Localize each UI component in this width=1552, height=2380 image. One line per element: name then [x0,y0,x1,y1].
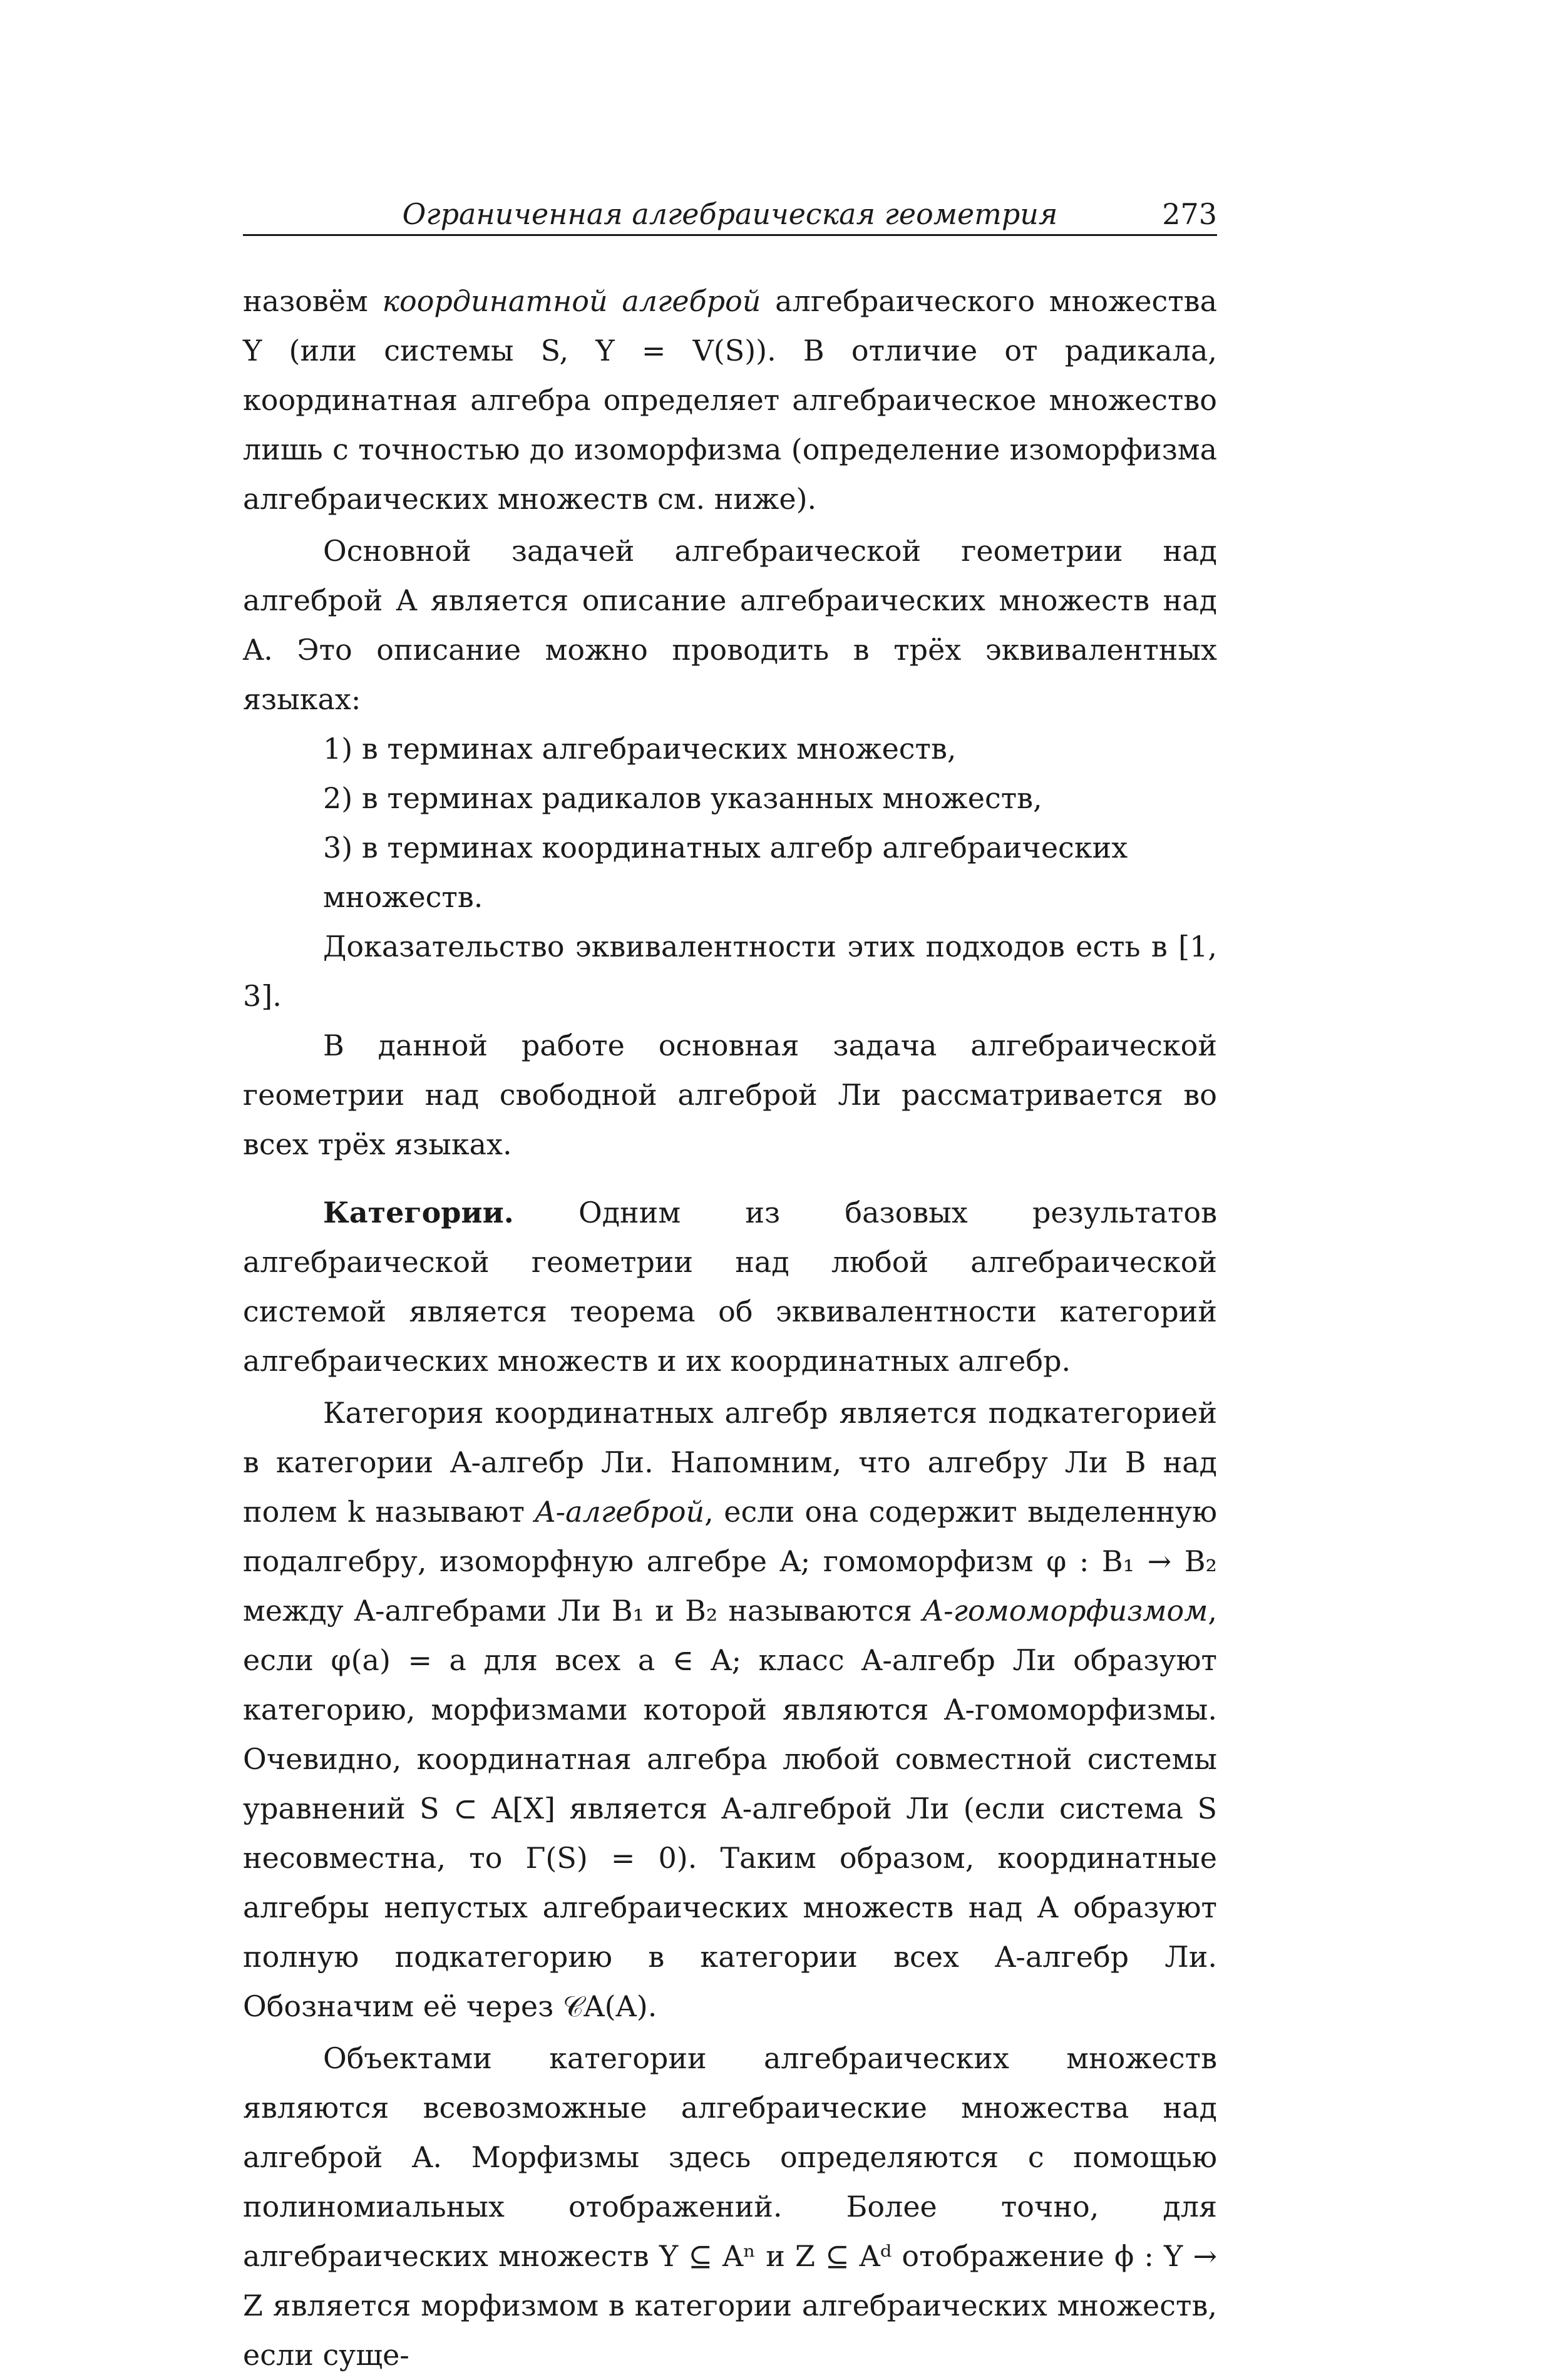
paragraph-a-algebras [243,1388,1217,2031]
p6-s3: , если φ(a) = a для всех a ∈ A; класс A-алгебр Ли образуют категорию, морфизмами которой являются A-гомоморфизмы. Очевидно, координатная алгебра любой совместной системы уравнений S ⊂ A[X] является A-алгеброй Ли (если система S несовместна, то Γ(S) = 0). Таким образом, координатные алгебры непустых алгебраических множеств над A образуют полную подкатегорию в категории всех A-алгебр Ли. Обозначим её через 𝒞A(A). [243,1594,1217,2023]
paragraph-main-problem: Основной задачей алгебраической геометрии над алгеброй A является описание алгебраических множеств над A. Это описание можно проводить в трёх эквивалентных языках: [243,534,1217,716]
term-a-homomorphism: A-гомоморфизмом [922,1594,1208,1628]
paragraph-categories [243,1188,1217,1386]
term-a-algebra: A-алгеброй [535,1495,705,1529]
p6-s2: , если она содержит выделенную подалгебру, изоморфную алгебре A; гомоморфизм φ : B₁ → B₂ между A-алгебрами Ли B₁ и B₂ называются [243,1495,1217,1628]
p5-text: Одним из базовых результатов алгебраической геометрии над любой алгебраической системой является теорема об эквивалентности категорий алгебраических множеств и их координатных алгебр. [243,1196,1217,1378]
paragraph-algebraic-sets: Объектами категории алгебраических множеств являются всевозможные алгебраические множества над алгеброй A. Морфизмы здесь определяются с помощью полиномиальных отображений. Более точно, для алгебраических множеств Y ⊆ Aⁿ и Z ⊆ Aᵈ отображение ϕ : Y → Z является морфизмом в категории алгебраических множеств, если суще- [243,2041,1217,2372]
p6-s1: Категория координатных алгебр является подкатегорией в категории A-алгебр Ли. Напомним, что алгебру Ли B над полем k называют [243,1396,1217,1529]
section-heading-categories: Категории. [323,1196,514,1229]
list-item: 2) в терминах радикалов указанных множеств, [323,781,1042,815]
paragraph-coordinate-algebra [243,277,1217,524]
list-item: 1) в терминах алгебраических множеств, [323,732,957,766]
body-text [243,277,1217,2380]
page-number: 273 [1162,197,1217,231]
term-coordinate-algebra: координатной алгеброй [382,284,761,318]
paragraph-this-work: В данной работе основная задача алгебраической геометрии над свободной алгеброй Ли рассматривается во всех трёх языках. [243,1028,1217,1161]
paragraph-proof-reference: Доказательство эквивалентности этих подходов есть в [1, 3]. [243,930,1217,1013]
p1-lead: назовём [243,284,383,318]
running-title: Ограниченная алгебраическая геометрия [402,197,1058,231]
p1-rest: алгебраического множества Y (или системы S, Y = V(S)). В отличие от радикала, координатная алгебра определяет алгебраическое множество лишь с точностью до изоморфизма (определение изоморфизма алгебраических множеств см. ниже). [243,284,1217,516]
running-head [243,194,1217,236]
list-item: 3) в терминах координатных алгебр алгебраических множеств. [323,831,1128,914]
